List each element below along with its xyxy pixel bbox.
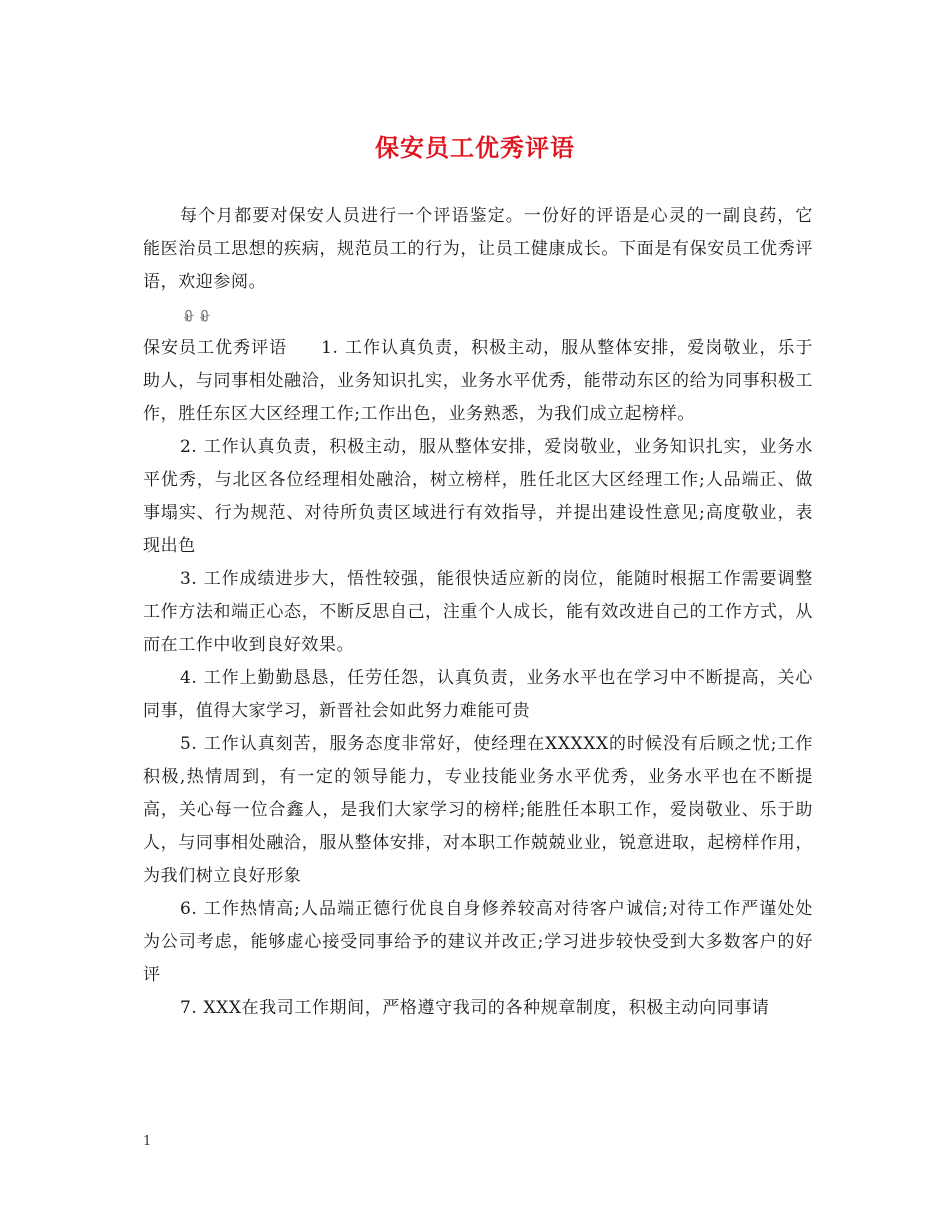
item-1-paragraph — [143, 332, 813, 431]
paperclip-icon — [199, 309, 211, 323]
intro-paragraph: 每个月都要对保安人员进行一个评语鉴定。一份好的评语是心灵的一副良药，它能医治员工思想的疾病，规范员工的行为，让员工健康成长。下面是有保安员工优秀评语，欢迎参阅。 — [143, 206, 813, 292]
item-1-text: 1. 工作认真负责，积极主动，服从整体安排，爱岗敬业，乐于助人，与同事相处融洽，业务知识扎实，业务水平优秀，能带动东区的给为同事积极工作，胜任东区大区经理工作;工作出色，业务熟悉，为我们成立起榜样。 — [143, 338, 813, 424]
document-title: 保安员工优秀评语 — [375, 133, 575, 162]
section-heading: 保安员工优秀评语 — [143, 338, 288, 358]
item-paragraph: 6. 工作热情高;人品端正德行优良自身修养较高对待客户诚信;对待工作严谨处处为公司考虑，能够虚心接受同事给予的建议并改正;学习进步较快受到大多数客户的好评 — [143, 899, 813, 985]
item-paragraph: 7. XXX在我司工作期间，严格遵守我司的各种规章制度，积极主动向同事请 — [180, 998, 770, 1018]
item-paragraph: 2. 工作认真负责，积极主动，服从整体安排，爱岗敬业，业务知识扎实，业务水平优秀，与北区各位经理相处融洽，树立榜样，胜任北区大区经理工作;人品端正、做事塌实、行为规范、对待所负责区域进行有效指导，并提出建设性意见;高度敬业，表现出色 — [143, 437, 813, 556]
document-body — [143, 200, 813, 1025]
item-paragraph: 3. 工作成绩进步大，悟性较强，能很快适应新的岗位，能随时根据工作需要调整工作方法和端正心态，不断反思自己，注重个人成长，能有效改进自己的工作方式，从而在工作中收到良好效果。 — [143, 569, 813, 655]
page-number: 1 — [143, 1134, 152, 1149]
item-paragraph: 4. 工作上勤勤恳恳，任劳任怨，认真负责，业务水平也在学习中不断提高，关心同事，值得大家学习，新晋社会如此努力难能可贵 — [143, 668, 813, 721]
item-paragraph: 5. 工作认真刻苦，服务态度非常好，使经理在XXXXX的时候没有后顾之忧;工作积极,热情周到，有一定的领导能力，专业技能业务水平优秀，业务水平也在不断提高，关心每一位合鑫人，是我们大家学习的榜样;能胜任本职工作，爱岗敬业、乐于助人，与同事相处融洽，服从整体安排，对本职工作兢兢业业，锐意进取，起榜样作用，为我们树立良好形象 — [143, 734, 813, 886]
icon-row — [143, 299, 813, 332]
paperclip-icon — [183, 309, 195, 323]
